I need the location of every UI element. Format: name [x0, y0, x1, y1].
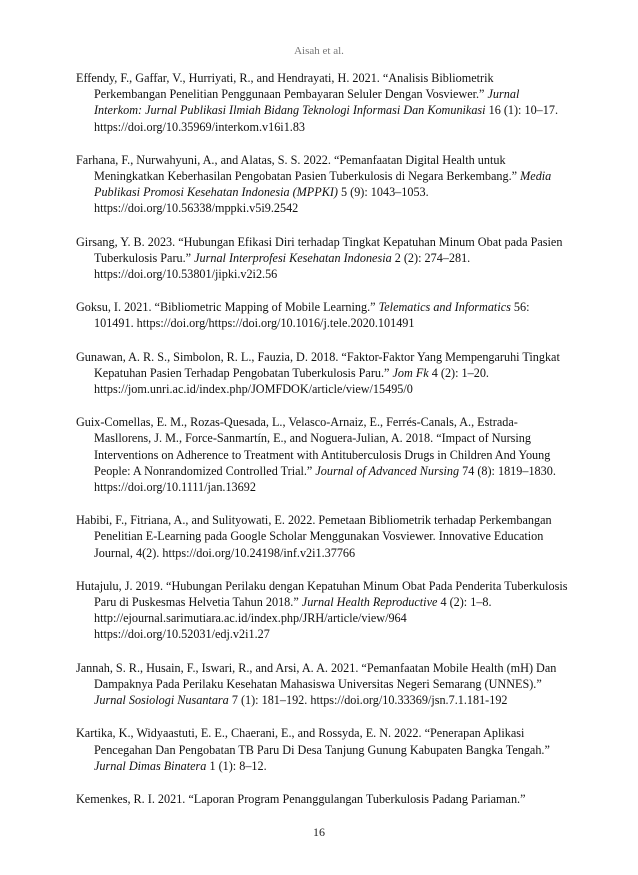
reference-details: 1 (1): 8–12. — [206, 758, 267, 773]
reference-list — [76, 70, 568, 824]
reference-entry — [76, 152, 568, 217]
reference-entry — [76, 725, 568, 774]
reference-journal: Jurnal Interkom: Jurnal Publikasi Ilmiah Bidang Teknologi Informasi Dan Komunikasi — [94, 87, 520, 118]
reference-text: Farhana, F., Nurwahyuni, A., and Alatas, S. S. 2022. “Pemanfaatan Digital Health untuk Meningkatkan Keberhasilan Pengobatan Pasien Tuberkulosis di Negara Berkembang.” — [76, 152, 521, 184]
page-number: 16 — [313, 825, 325, 839]
running-head: Aisah et al. — [294, 45, 344, 57]
reference-details: 74 (8): 1819–1830. https://doi.org/10.1111/jan.13692 — [94, 463, 556, 495]
reference-journal: Jurnal Dimas Binatera — [94, 758, 207, 773]
reference-text: Kemenkes, R. I. 2021. “Laporan Program Penanggulangan Tuberkulosis Padang Pariaman.” — [76, 791, 526, 806]
reference-journal: Jurnal Health Reproductive — [301, 595, 438, 610]
reference-details: 5 (9): 1043–1053. https://doi.org/10.56338/mppki.v5i9.2542 — [94, 185, 429, 216]
reference-details: 2 (2): 274–281. https://doi.org/10.53801/jipki.v2i2.56 — [94, 250, 471, 282]
reference-text: Gunawan, A. R. S., Simbolon, R. L., Fauzia, D. 2018. “Faktor-Faktor Yang Mempengaruhi Tingkat Kepatuhan Pasien Terhadap Pengobatan Tuberkulosis Paru.” — [76, 349, 560, 380]
reference-journal: Telematics and Informatics — [378, 300, 511, 315]
reference-text: Effendy, F., Gaffar, V., Hurriyati, R., and Hendrayati, H. 2021. “Analisis Bibliometrik Perkembangan Penelitian Penggunaan Pembayaran Seluler Dengan Vosviewer.” — [76, 71, 494, 102]
reference-journal: Jurnal Interprofesi Kesehatan Indonesia — [194, 250, 392, 265]
reference-journal: Jom Fk — [392, 365, 429, 380]
reference-entry — [76, 660, 568, 709]
reference-entry — [76, 234, 568, 283]
reference-text: Hutajulu, J. 2019. “Hubungan Perilaku dengan Kepatuhan Minum Obat Pada Penderita Tuberkulosis Paru di Puskesmas Helvetia Tahun 2018.” — [76, 578, 568, 610]
reference-journal: Journal of Advanced Nursing — [315, 463, 460, 478]
reference-journal: Media Publikasi Promosi Kesehatan Indonesia (MPPKI) — [94, 169, 552, 200]
reference-entry — [76, 791, 568, 807]
reference-details: 7 (1): 181–192. https://doi.org/10.33369/jsn.7.1.181-192 — [228, 693, 508, 708]
reference-text: Jannah, S. R., Husain, F., Iswari, R., and Arsi, A. A. 2021. “Pemanfaatan Mobile Health (mH) Dan Dampaknya Pada Perilaku Kesehatan Mahasiswa Universitas Negeri Semarang (UNNES).” — [76, 660, 557, 691]
reference-entry — [76, 70, 568, 135]
reference-entry — [76, 578, 568, 643]
reference-text: Habibi, F., Fitriana, A., and Sulityowati, E. 2022. Pemetaan Bibliometrik terhadap Perkembangan Penelitian E-Learning pada Google Scholar Menggunakan Vosviewer. Innovative Education Journal, 4(2). https://doi.org/10.24198/inf.v2i1.37766 — [76, 513, 552, 560]
reference-entry — [76, 414, 568, 495]
reference-details: 56: 101491. https://doi.org/https://doi.org/10.1016/j.tele.2020.101491 — [94, 300, 530, 331]
reference-journal: Jurnal Sosiologi Nusantara — [94, 693, 229, 708]
reference-text: Guix-Comellas, E. M., Rozas-Quesada, L., Velasco-Arnaiz, E., Ferrés-Canals, A., Estrada-Masllorens, J. M., Force-Sanmartín, E., and Noguera-Julian, A. 2018. “Impact of Nursing Interventions on Adherence to Treatment with Antituberculosis Drugs in Children And Young People: A Nonrandomized Controlled Trial.” — [76, 415, 551, 478]
reference-details: 4 (2): 1–8. http://ejournal.sarimutiara.ac.id/index.php/JRH/article/view/964 https://doi.org/10.52031/edj.v2i1.27 — [94, 595, 492, 642]
reference-details: 16 (1): 10–17. https://doi.org/10.35969/interkom.v16i1.83 — [94, 103, 559, 134]
reference-text: Goksu, I. 2021. “Bibliometric Mapping of Mobile Learning.” — [76, 300, 379, 315]
reference-text: Kartika, K., Widyaastuti, E. E., Chaerani, E., and Rossyda, E. N. 2022. “Penerapan Aplikasi Pencegahan Dan Pengobatan TB Paru Di Desa Tanjung Gunung Kabupaten Bangka Tengah.” — [76, 726, 550, 757]
reference-entry — [76, 299, 568, 331]
reference-entry — [76, 512, 568, 561]
reference-text: Girsang, Y. B. 2023. “Hubungan Efikasi Diri terhadap Tingkat Kepatuhan Minum Obat pada Pasien Tuberkulosis Paru.” — [76, 234, 563, 265]
reference-entry — [76, 349, 568, 398]
reference-details: 4 (2): 1–20. https://jom.unri.ac.id/index.php/JOMFDOK/article/view/15495/0 — [94, 365, 489, 397]
